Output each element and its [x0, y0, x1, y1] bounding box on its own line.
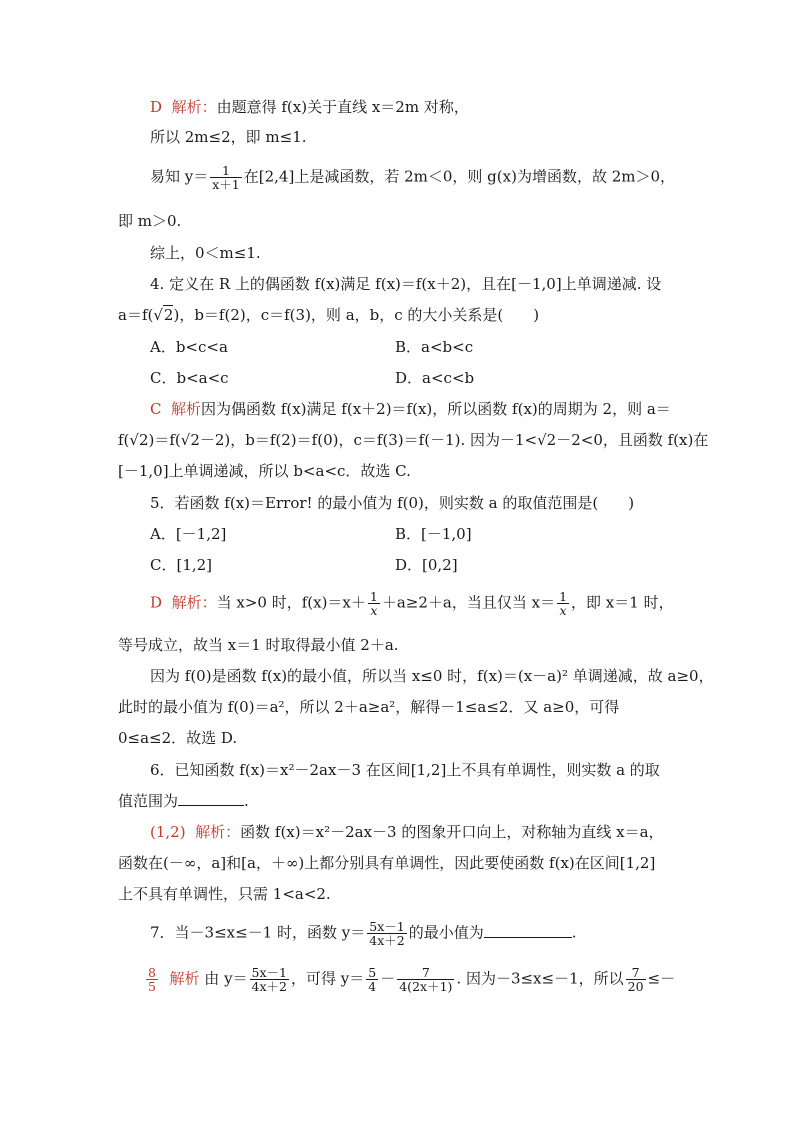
q4-option-b: B．a<b<c	[395, 338, 474, 356]
q5-option-d: D．[0,2]	[395, 556, 458, 574]
q6-solution-line-1	[150, 821, 664, 842]
q5-option-c: C．[1,2]	[150, 556, 213, 574]
q3-solution-line-5: 综上，0＜m≤1.	[150, 244, 261, 262]
q5-solution-line-5: 0≤a≤2．故选 D.	[118, 729, 238, 747]
q4-stem-pre: a＝f(	[118, 306, 154, 324]
q3-frac-den: x＋1	[212, 177, 240, 193]
q4-stem-radicand: 2	[163, 306, 174, 324]
q7-f2-den: 4	[368, 979, 377, 995]
q3-fraction	[210, 164, 242, 191]
q7-f1-num: 5x－1	[251, 965, 288, 980]
q5-sol-a: 当 x>0 时，f(x)＝x＋	[216, 593, 366, 612]
q4-solution-text-1: 因为偶函数 f(x)满足 f(x＋2)＝f(x)，所以函数 f(x)的周期为 2，则 a＝	[201, 400, 671, 418]
q5-solution-line-3: 因为 f(0)是函数 f(x)的最小值，所以当 x≤0 时，f(x)＝(x－a)² 单调递减，故 a≥0，	[150, 667, 714, 685]
q7-sol-e: ≤－	[647, 969, 676, 988]
q4-solution-line-3: [－1,0]上单调递减，所以 b<a<c．故选 C.	[118, 462, 411, 480]
q7-stem-end: .	[571, 923, 577, 942]
q3-solution-line-3	[150, 164, 675, 191]
q6-stem-end: .	[244, 792, 249, 810]
q6-stem-line-1: 6．已知函数 f(x)＝x²－2ax－3 在区间[1,2]上不具有单调性，则实数 a 的取	[150, 761, 660, 779]
q5-solution-line-1	[150, 590, 674, 617]
q7-f3-num: 7	[397, 966, 454, 980]
q7-stem-post: 的最小值为	[408, 923, 484, 942]
q7-sol-fraction-4	[626, 966, 646, 993]
q3-solution-text: 由题意得 f(x)关于直线 x＝2m 对称，	[216, 98, 469, 116]
q4-stem-line-1: 4. 定义在 R 上的偶函数 f(x)满足 f(x)＝f(x＋2)，且在[－1,0]上单调递减. 设	[150, 275, 662, 293]
q4-stem-line-2: a＝f(√2)，b＝f(2)，c＝f(3)，则 a，b，c 的大小关系是( )	[118, 306, 540, 324]
q7-stem-fraction	[367, 920, 406, 947]
q5-frac2-den: x	[559, 603, 567, 619]
q7-answer-blank	[484, 936, 572, 938]
q4-solution-label: 解析	[171, 400, 202, 418]
q4-solution-line-2: f(√2)＝f(√2－2)，b＝f(2)＝f(0)，c＝f(3)＝f(－1). 因为－1<√2－2<0，且函数 f(x)在	[118, 431, 709, 449]
q5-frac1-num: 1	[369, 589, 378, 604]
q4-option-d: D．a<c<b	[395, 369, 475, 387]
q7-sol-fraction-2	[366, 966, 378, 993]
q7-f1-den: 4x＋2	[251, 979, 288, 995]
q6-answer-blank	[178, 804, 244, 806]
q7-sol-b: ，可得 y＝	[291, 969, 365, 988]
q7-sol-fraction-1	[250, 966, 289, 993]
q5-fraction-2	[557, 590, 569, 617]
q5-sol-c: ，即 x＝1 时，	[571, 593, 674, 612]
q6-solution-text-1: 函数 f(x)＝x²－2ax－3 的图象开口向上，对称轴为直线 x＝a，	[240, 823, 664, 841]
q3-l3-pre: 易知 y＝	[150, 167, 209, 186]
q3-answer: D	[150, 98, 163, 116]
q7-stem	[150, 920, 577, 947]
q7-stem-frac-num: 5x－1	[369, 919, 405, 934]
q3-solution-line-2: 所以 2m≤2，即 m≤1.	[150, 128, 307, 146]
q6-solution-label: 解析：	[195, 823, 241, 841]
q6-solution-line-3: 上不具有单调性，只需 1<a<2.	[118, 885, 331, 903]
q3-solution-label: 解析：	[171, 98, 217, 116]
q3-frac-num: 1	[210, 164, 242, 178]
q7-f4-den: 20	[627, 979, 644, 995]
q6-solution-line-2: 函数在(－∞，a]和[a，＋∞)上都分别具有单调性，因此要使函数 f(x)在区间[1,2]	[118, 854, 656, 872]
q7-f2-num: 5	[368, 965, 377, 980]
q4-solution-line-1	[150, 398, 671, 419]
q5-answer: D	[150, 593, 163, 612]
q3-l3-post: 在[2,4]上是减函数，若 2m＜0，则 g(x)为增函数，故 2m＞0，	[243, 167, 676, 186]
q7-answer-num: 8	[148, 965, 156, 980]
q5-solution-line-4: 此时的最小值为 f(0)＝a²，所以 2＋a≥a²，解得－1≤a≤2．又 a≥0，可得	[118, 698, 620, 716]
q7-stem-frac-den: 4x＋2	[369, 933, 405, 949]
q4-option-a: A．b<c<a	[150, 338, 228, 356]
q7-sol-a: 由 y＝	[204, 969, 248, 988]
q7-stem-pre: 7．当－3≤x≤－1 时，函数 y＝	[150, 923, 366, 942]
q3-solution-line-1	[150, 96, 469, 117]
q4-option-c: C．b<a<c	[150, 369, 229, 387]
q5-sol-b: ＋a≥2＋a，当且仅当 x＝	[381, 593, 556, 612]
q5-solution-line-2: 等号成立，故当 x＝1 时取得最小值 2＋a.	[118, 636, 399, 654]
q5-frac1-den: x	[370, 603, 378, 619]
q7-f3-den: 4(2x＋1)	[399, 979, 453, 995]
q7-sol-d: . 因为－3≤x≤－1，所以	[456, 969, 624, 988]
q5-solution-label: 解析：	[171, 593, 217, 612]
q6-stem-text: 值范围为	[118, 792, 179, 810]
q5-option-a: A．[－1,2]	[150, 525, 227, 543]
q7-solution-label: 解析	[169, 969, 200, 988]
q5-option-b: B．[－1,0]	[395, 525, 472, 543]
q5-frac2-num: 1	[559, 589, 568, 604]
q7-f4-num: 7	[626, 966, 646, 980]
q7-answer-den: 5	[148, 979, 156, 995]
q3-solution-line-4: 即 m＞0.	[118, 212, 182, 230]
q6-answer: (1,2)	[150, 823, 186, 841]
q7-sol-fraction-3	[397, 966, 454, 993]
q6-stem-line-2	[118, 790, 249, 811]
q5-fraction-1	[368, 590, 380, 617]
q4-stem-post: )，b＝f(2)，c＝f(3)，则 a，b，c 的大小关系是( )	[173, 306, 540, 324]
q4-answer: C	[150, 400, 162, 418]
q7-sol-c: －	[380, 969, 396, 988]
q5-stem: 5．若函数 f(x)＝Error! 的最小值为 f(0)，则实数 a 的取值范围是( )	[150, 494, 635, 512]
q7-solution-line-1	[144, 966, 675, 993]
q7-answer-fraction	[146, 966, 158, 993]
